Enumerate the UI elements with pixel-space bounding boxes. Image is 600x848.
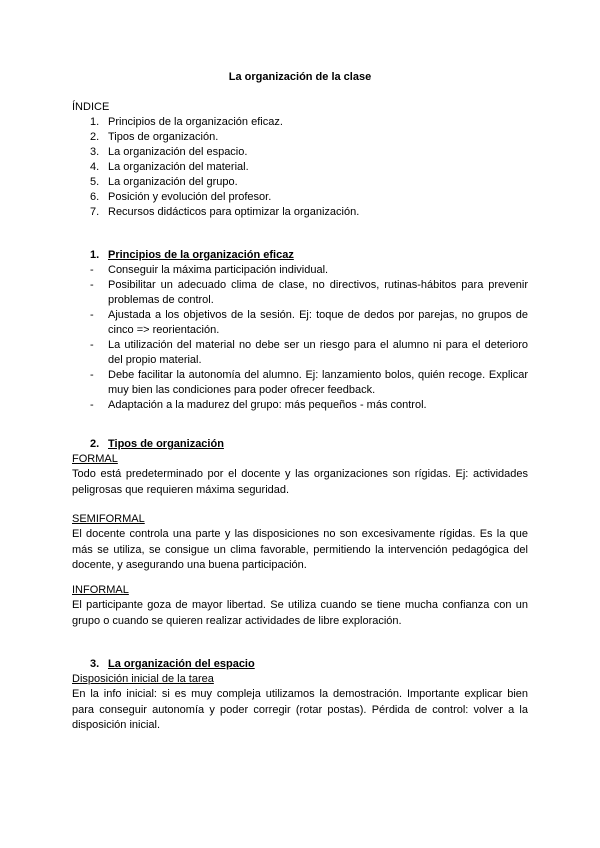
informal-label: INFORMAL bbox=[72, 584, 129, 596]
space-text: En la info inicial: si es muy compleja utilizamos la demostración. Importante explicar bien para conseguir autonomía y poder corregir (rotar postas). Pérdida de control: volver a la disposición inicial. bbox=[72, 688, 528, 731]
index-section bbox=[72, 100, 528, 220]
bullet-item: - Posibilitar un adecuado clima de clase, no directivos, rutinas-hábitos para prevenir problemas de control. bbox=[90, 279, 528, 306]
section-types bbox=[72, 437, 528, 498]
bullet-item: - Conseguir la máxima participación individual. bbox=[90, 264, 329, 276]
informal-block bbox=[72, 583, 528, 629]
semiformal-block bbox=[72, 512, 528, 574]
section-heading: 1. Principios de la organización eficaz bbox=[90, 249, 294, 261]
bullet-item: - Debe facilitar la autonomía del alumno. Ej: lanzamiento bolos, quién recoge. Explicar muy bien las condiciones para poder ofrecer feedback. bbox=[90, 369, 528, 396]
index-item: 7. Recursos didácticos para optimizar la organización. bbox=[90, 206, 360, 218]
bullet-item: - Ajustada a los objetivos de la sesión. Ej: toque de dedos por parejas, no grupos de cinco => reorientación. bbox=[90, 309, 528, 336]
bullet-item: - La utilización del material no debe ser un riesgo para el alumno ni para el deterioro del propio material. bbox=[90, 339, 528, 366]
index-item: 3. La organización del espacio. bbox=[90, 146, 248, 158]
section-heading: 3. La organización del espacio bbox=[90, 658, 255, 670]
index-heading: ÍNDICE bbox=[72, 101, 110, 113]
informal-text: El participante goza de mayor libertad. Se utiliza cuando se tiene mucha confianza con un grupo o cuando se quieren realizar actividades de libre exploración. bbox=[72, 599, 528, 627]
sub-label: Disposición inicial de la tarea bbox=[72, 673, 214, 685]
formal-label: FORMAL bbox=[72, 453, 118, 465]
index-item: 1. Principios de la organización eficaz. bbox=[90, 116, 283, 128]
semiformal-label: SEMIFORMAL bbox=[72, 513, 145, 525]
document-title: La organización de la clase bbox=[228, 71, 372, 83]
section-space bbox=[72, 657, 528, 734]
index-item: 2. Tipos de organización. bbox=[90, 131, 219, 143]
index-item: 6. Posición y evolución del profesor. bbox=[90, 191, 272, 203]
bullet-item: - Adaptación a la madurez del grupo: más pequeños - más control. bbox=[90, 399, 427, 411]
section-principles bbox=[72, 248, 528, 413]
index-item: 5. La organización del grupo. bbox=[90, 176, 238, 188]
formal-text: Todo está predeterminado por el docente y las organizaciones son rígidas. Ej: actividades peligrosas que requieren máxima seguridad. bbox=[72, 468, 528, 496]
index-item: 4. La organización del material. bbox=[90, 161, 249, 173]
section-heading: 2. Tipos de organización bbox=[90, 438, 224, 450]
semiformal-text: El docente controla una parte y las disposiciones no son excesivamente rígidas. Es la que más se utiliza, se consigue un clima favorable, permitiendo la intervención pedagógica del docente, y asegurando una buena participación. bbox=[72, 528, 528, 571]
